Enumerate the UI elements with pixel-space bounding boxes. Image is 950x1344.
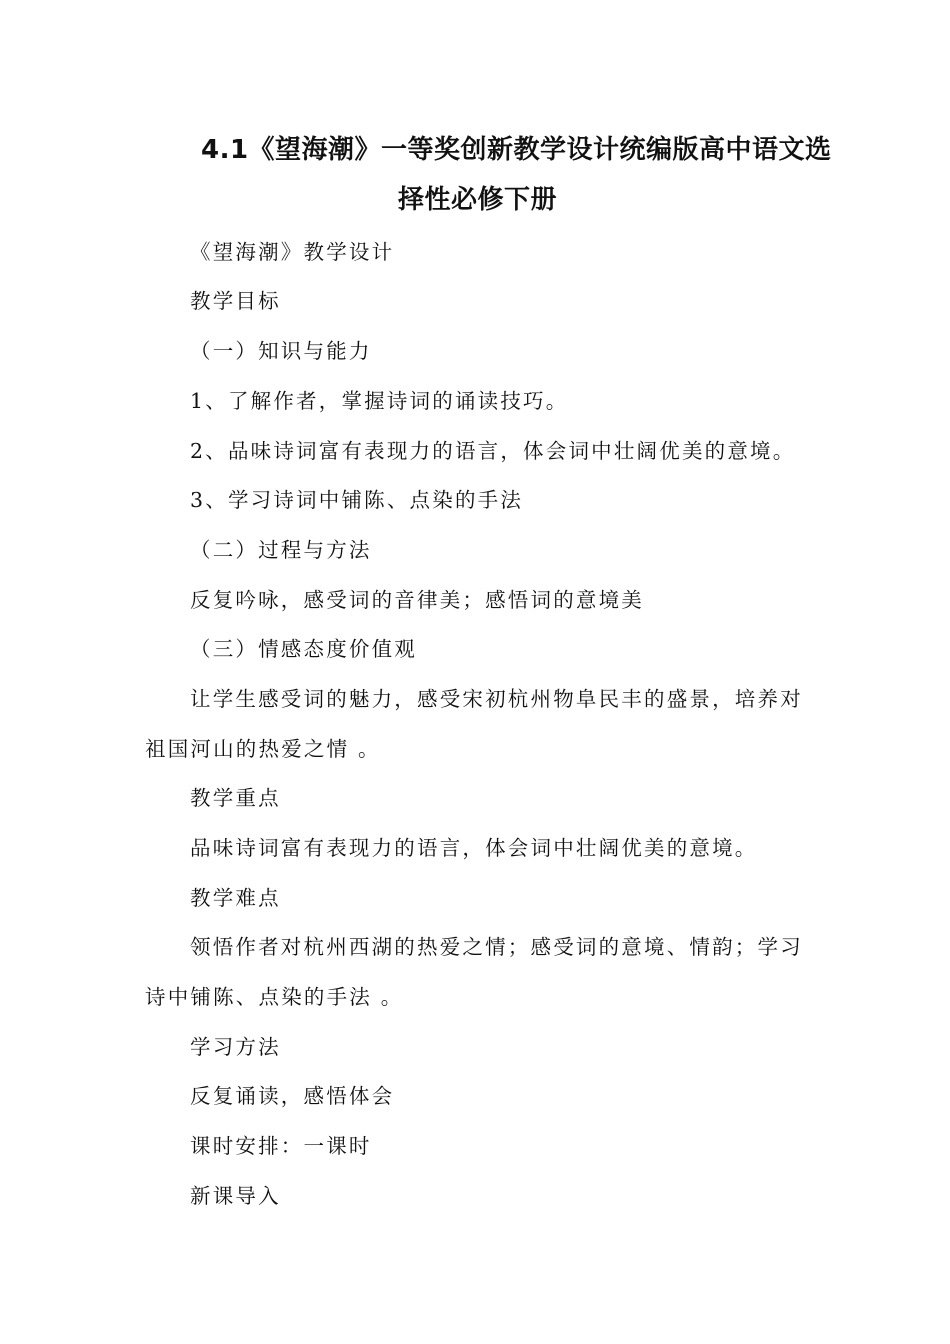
emotion-text-line-2: 祖国河山的热爱之情 。 — [145, 737, 381, 761]
lesson-subtitle: 《望海潮》教学设计 — [190, 240, 395, 264]
methods-text: 反复诵读，感悟体会 — [190, 1084, 395, 1108]
schedule-text: 课时安排：一课时 — [190, 1134, 372, 1158]
document-title-line-2: 择性必修下册 — [398, 185, 558, 215]
key-points-heading: 教学重点 — [190, 786, 281, 810]
objective-item-3: 3、学习诗词中铺陈、点染的手法 — [190, 488, 524, 512]
section-knowledge-heading: （一）知识与能力 — [190, 339, 372, 363]
key-points-text: 品味诗词富有表现力的语言，体会词中壮阔优美的意境。 — [190, 836, 758, 860]
section-emotion-heading: （三）情感态度价值观 — [190, 637, 417, 661]
difficulties-text-line-1: 领悟作者对杭州西湖的热爱之情；感受词的意境、情韵；学习 — [190, 935, 803, 959]
difficulties-text-line-2: 诗中铺陈、点染的手法 。 — [145, 985, 404, 1009]
objectives-heading: 教学目标 — [190, 289, 281, 313]
objective-item-2: 2、品味诗词富有表现力的语言，体会词中壮阔优美的意境。 — [190, 439, 796, 463]
methods-heading: 学习方法 — [190, 1035, 281, 1059]
process-text: 反复吟咏，感受词的音律美；感悟词的意境美 — [190, 588, 644, 612]
objective-item-1: 1、了解作者，掌握诗词的诵读技巧。 — [190, 389, 569, 413]
emotion-text-line-1: 让学生感受词的魅力，感受宋初杭州物阜民丰的盛景，培养对 — [190, 687, 803, 711]
document-title-line-1: 4.1《望海潮》一等奖创新教学设计统编版高中语文选 — [201, 135, 832, 165]
section-process-heading: （二）过程与方法 — [190, 538, 372, 562]
intro-heading: 新课导入 — [190, 1184, 281, 1208]
difficulties-heading: 教学难点 — [190, 886, 281, 910]
